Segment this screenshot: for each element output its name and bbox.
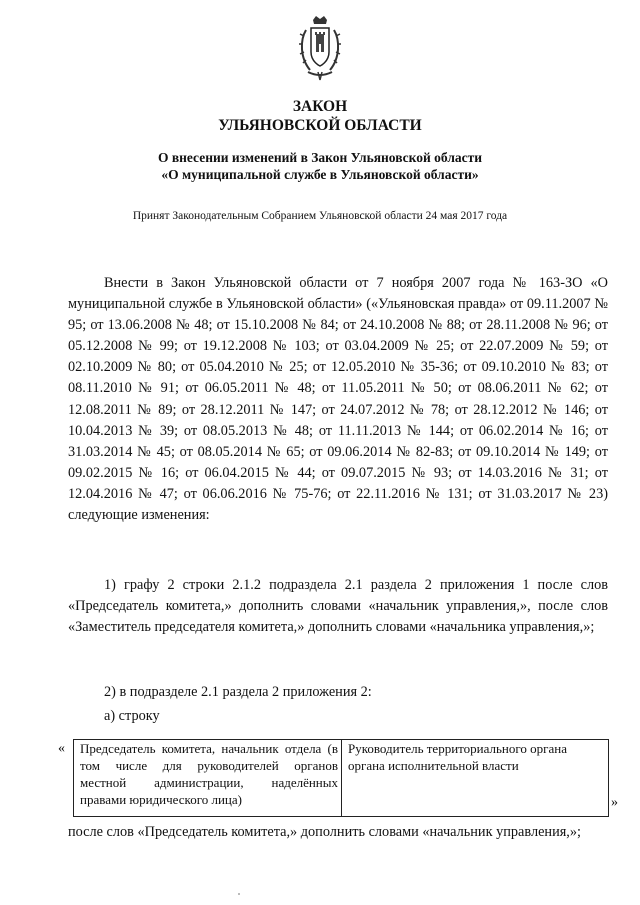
item-2a-block (68, 706, 608, 727)
main-paragraph: Внести в Закон Ульяновской области от 7 ноября 2007 года № 163-ЗО «О муниципальной службе в Ульяновской области» («Ульяновская правда» от 09.11.2007 № 95; от 13.06.2008 № 48; от 15.10.2008 № 84; от 24.10.2008 № 88; от 28.11.2008 № 96; от 05.12.2008 № 99; от 19.12.2008 № 103; от 03.04.2009 № 25; от 22.07.2009 № 59; от 02.10.2009 № 80; от 05.04.2010 № 25; от 12.05.2010 № 35-36; от 09.10.2010 № 83; от 08.11.2010 № 91; от 06.05.2011 № 48; от 11.05.2011 № 50; от 08.06.2011 № 62; от 12.08.2011 № 89; от 28.12.2011 № 147; от 24.07.2012 № 78; от 28.12.2012 № 146; от 10.04.2013 № 39; от 08.05.2013 № 48; от 11.11.2013 № 144; от 06.02.2014 № 16; от 31.03.2014 № 45; от 08.05.2014 № 65; от 09.06.2014 № 82-83; от 09.10.2014 № 149; от 09.02.2015 № 16; от 06.04.2015 № 44; от 09.07.2015 № 93; от 14.03.2016 № 31; от 12.04.2016 № 47; от 06.06.2016 № 75-76; от 22.11.2016 № 131; от 31.03.2017 № 23) следующие изменения: (68, 275, 608, 524)
law-region-title: УЛЬЯНОВСКОЙ ОБЛАСТИ (218, 117, 422, 134)
adoption-statement: Принят Законодательным Собранием Ульяновской области 24 мая 2017 года (132, 210, 508, 222)
law-subject-line-2: «О муниципальной службе в Ульяновской области» (161, 167, 479, 182)
law-title: ЗАКОН (292, 98, 348, 115)
table-cell-head: Руководитель территориального органа органа исполнительной власти (348, 741, 567, 773)
scan-speck (238, 893, 240, 895)
item-1-block (68, 575, 608, 638)
item-2-block (68, 682, 608, 703)
quoted-table-row (73, 739, 609, 817)
table-close-quote: » (611, 795, 618, 810)
law-subject-line-1: О внесении изменений в Закон Ульяновской области (157, 150, 483, 165)
table-cell-position: Председатель комитета, начальник отдела (в том числе для руководителей органов местной администрации, наделённых правами юридического лица) (74, 740, 342, 816)
coat-of-arms-emblem (296, 14, 344, 82)
main-paragraph-block (68, 273, 608, 526)
after-table-paragraph: после слов «Председатель комитета,» дополнить словами «начальник управления,»; (68, 824, 582, 840)
table-open-quote: « (58, 741, 65, 756)
item-2-paragraph: 2) в подразделе 2.1 раздела 2 приложения 2: (104, 684, 372, 700)
item-2a-paragraph: а) строку (104, 708, 160, 724)
item-1-paragraph: 1) графу 2 строки 2.1.2 подраздела 2.1 раздела 2 приложения 1 после слов «Председатель комитета,» дополнить словами «начальник управления,», после слов «Заместитель председателя комитета,» дополнить словами «начальника управления,»; (68, 577, 608, 636)
